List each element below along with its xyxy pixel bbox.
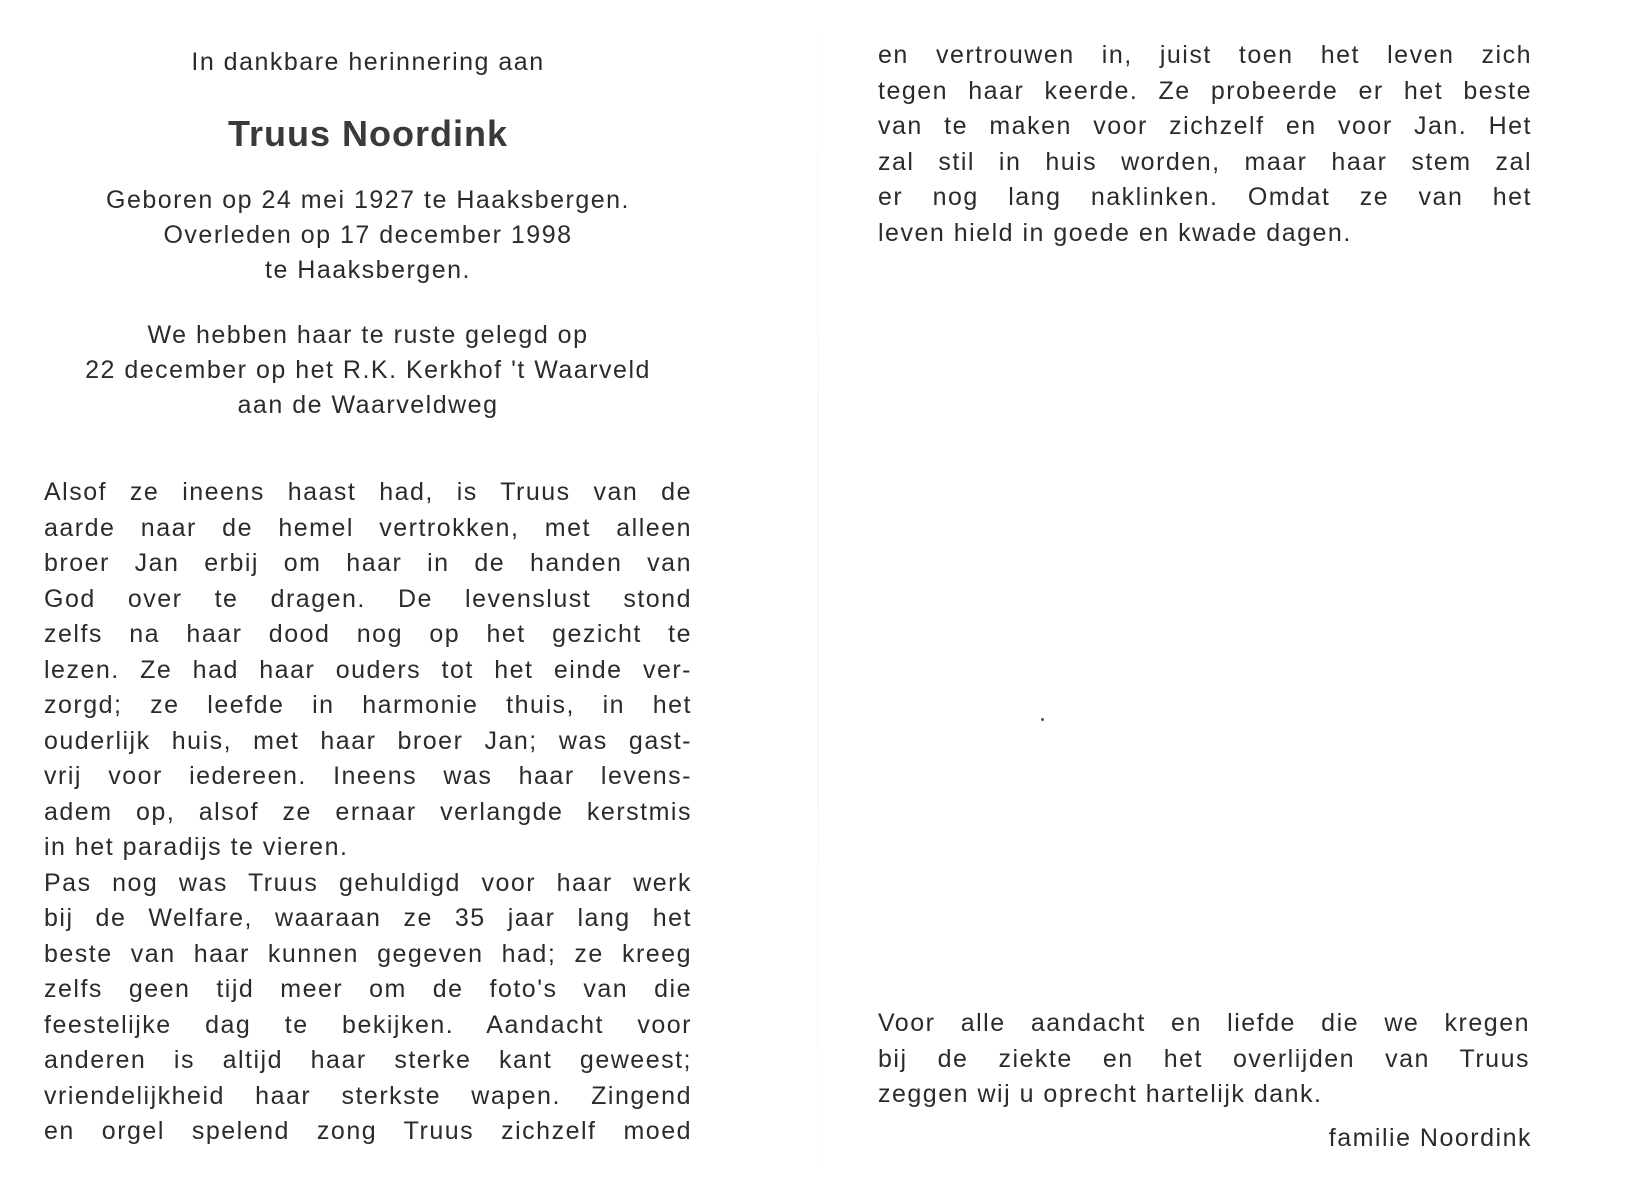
text-line: beste van haar kunnen gegeven had; ze kreeg	[44, 939, 692, 968]
deceased-name: Truus Noordink	[227, 113, 508, 154]
text-line: bij de Welfare, waaraan ze 35 jaar lang het	[44, 904, 692, 932]
text-line: zelfs na haar dood nog op het gezicht te	[44, 620, 692, 648]
fold-line	[817, 0, 819, 1200]
text-line: aarde naar de hemel vertrokken, met alleen	[44, 513, 692, 542]
memorial-text	[44, 475, 692, 1150]
text-line: God over te dragen. De levenslust stond	[44, 584, 692, 613]
paper-speck	[1041, 718, 1044, 721]
thanks-line: bij de ziekte en het overlijden van Truus	[878, 1044, 1530, 1073]
text-line: Pas nog was Truus gehuldigd voor haar werk	[44, 868, 692, 897]
thanks-line: zeggen wij u oprecht hartelijk dank.	[878, 1080, 1323, 1108]
text-line: leven hield in goede en kwade dagen.	[878, 218, 1352, 247]
text-line: en orgel spelend zong Truus zichzelf moed	[44, 1117, 692, 1145]
text-line: vriendelijkheid haar sterkste wapen. Zingend	[44, 1081, 692, 1110]
burial-line: We hebben haar te ruste gelegd op	[147, 321, 589, 349]
died-place-line: te Haaksbergen.	[265, 256, 471, 284]
text-line: er nog lang naklinken. Omdat ze van het	[878, 183, 1532, 211]
text-line: zal stil in huis worden, maar haar stem zal	[878, 147, 1532, 176]
text-line: lezen. Ze had haar ouders tot het einde ver-	[44, 655, 692, 684]
burial-info	[44, 318, 692, 423]
birth-death-info	[44, 183, 692, 288]
text-line: en vertrouwen in, juist toen het leven zich	[878, 41, 1532, 69]
right-column-text	[878, 38, 1532, 251]
burial-line: 22 december op het R.K. Kerkhof 't Waarveld	[85, 356, 651, 384]
thanks-text	[878, 1006, 1530, 1113]
text-line: Alsof ze ineens haast had, is Truus van de	[44, 478, 692, 506]
text-line: feestelijke dag te bekijken. Aandacht voor	[44, 1010, 692, 1039]
burial-line: aan de Waarveldweg	[237, 391, 499, 419]
thanks-line: Voor alle aandacht en liefde die we kregen	[878, 1009, 1530, 1037]
text-line: in het paradijs te vieren.	[44, 833, 349, 861]
text-line: zorgd; ze leefde in harmonie thuis, in het	[44, 691, 692, 719]
text-line: vrij voor iedereen. Ineens was haar levens-	[44, 762, 692, 790]
died-line: Overleden op 17 december 1998	[163, 221, 573, 249]
text-line: van te maken voor zichzelf en voor Jan. Het	[878, 112, 1532, 140]
text-line: zelfs geen tijd meer om de foto's van die	[44, 975, 692, 1003]
text-line: broer Jan erbij om haar in de handen van	[44, 549, 692, 577]
left-column	[44, 40, 692, 1150]
text-line: ouderlijk huis, met haar broer Jan; was gast-	[44, 726, 692, 755]
text-line: anderen is altijd haar sterke kant geweest;	[44, 1046, 692, 1074]
text-line: tegen haar keerde. Ze probeerde er het beste	[878, 76, 1532, 105]
intro-text: In dankbare herinnering aan	[191, 48, 545, 76]
born-line: Geboren op 24 mei 1927 te Haaksbergen.	[106, 186, 630, 214]
family-signature: familie Noordink	[1328, 1124, 1532, 1152]
text-line: adem op, alsof ze ernaar verlangde kerstmis	[44, 797, 692, 826]
